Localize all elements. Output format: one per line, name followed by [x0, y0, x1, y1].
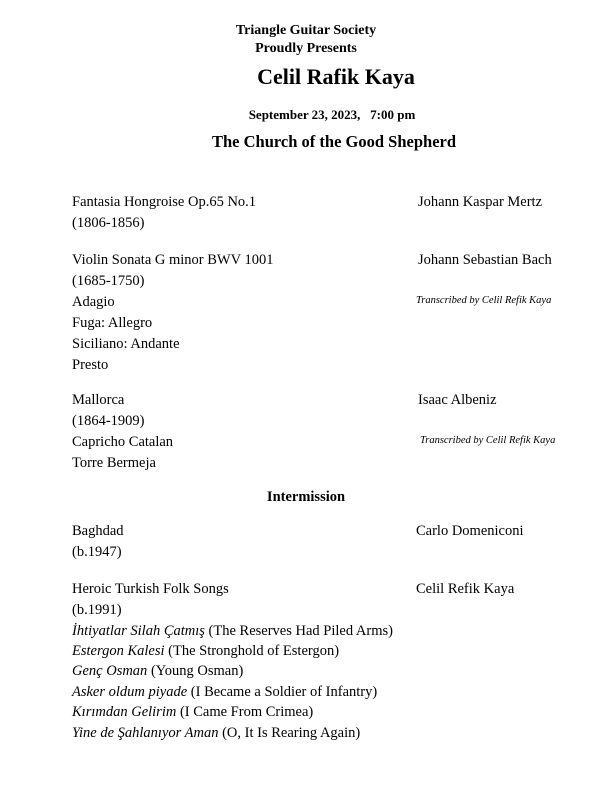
song-turkish-title: Kırımdan Gelirim [72, 704, 177, 720]
composer-dates: (b.1991) [72, 602, 122, 618]
composer-name: Johann Kaspar Mertz [418, 194, 543, 210]
song-turkish-title: İhtiyatlar Silah Çatmış [72, 623, 205, 639]
song-english-title: (Young Osman) [147, 663, 244, 679]
venue: The Church of the Good Shepherd [211, 132, 457, 151]
transcription-note: Transcribed by Celil Refik Kaya [416, 295, 552, 306]
movement: Presto [72, 357, 109, 373]
song-english-title: (O, It Is Rearing Again) [218, 725, 361, 741]
piece-title: Baghdad [72, 523, 124, 539]
song-turkish-title: Yine de Şahlanıyor Aman [72, 725, 219, 741]
composer-dates: (1685-1750) [72, 273, 145, 289]
composer-name: Celil Refik Kaya [416, 581, 515, 597]
folk-song-item [72, 723, 360, 744]
date-time: September 23, 2023, 7:00 pm [248, 107, 416, 122]
song-english-title: (I Became a Soldier of Infantry) [187, 684, 378, 700]
society-name: Triangle Guitar Society [235, 23, 377, 38]
performer-name: Celil Rafik Kaya [257, 64, 415, 89]
movement: Adagio [72, 294, 115, 310]
presents-line: Proudly Presents [255, 41, 357, 56]
song-english-title: (The Reserves Had Piled Arms) [204, 623, 393, 639]
intermission-heading: Intermission [266, 489, 346, 505]
song-turkish-title: Estergon Kalesi [72, 643, 165, 659]
song-english-title: (The Stronghold of Estergon) [164, 643, 340, 659]
movement: Siciliano: Andante [72, 336, 180, 352]
piece-title: Heroic Turkish Folk Songs [72, 581, 229, 597]
song-turkish-title: Asker oldum piyade [72, 684, 188, 700]
composer-name: Carlo Domeniconi [416, 523, 524, 539]
folk-song-item [72, 682, 377, 703]
movement: Capricho Catalan [72, 434, 174, 450]
folk-song-item [72, 661, 243, 682]
piece-title: Mallorca [72, 392, 125, 408]
folk-song-item [72, 641, 339, 662]
composer-dates: (1806-1856) [72, 215, 145, 231]
composer-name: Isaac Albeniz [418, 392, 497, 408]
transcription-note: Transcribed by Celil Refik Kaya [420, 435, 556, 446]
piece-title: Violin Sonata G minor BWV 1001 [72, 252, 274, 268]
folk-song-item [72, 621, 393, 642]
song-turkish-title: Genç Osman [72, 663, 148, 679]
folk-song-item [72, 702, 313, 723]
composer-dates: (b.1947) [72, 544, 122, 560]
piece-title: Fantasia Hongroise Op.65 No.1 [72, 194, 257, 210]
song-english-title: (I Came From Crimea) [176, 704, 314, 720]
composer-name: Johann Sebastian Bach [418, 252, 552, 268]
movement: Fuga: Allegro [72, 315, 153, 331]
movement: Torre Bermeja [72, 455, 156, 471]
composer-dates: (1864-1909) [72, 413, 145, 429]
